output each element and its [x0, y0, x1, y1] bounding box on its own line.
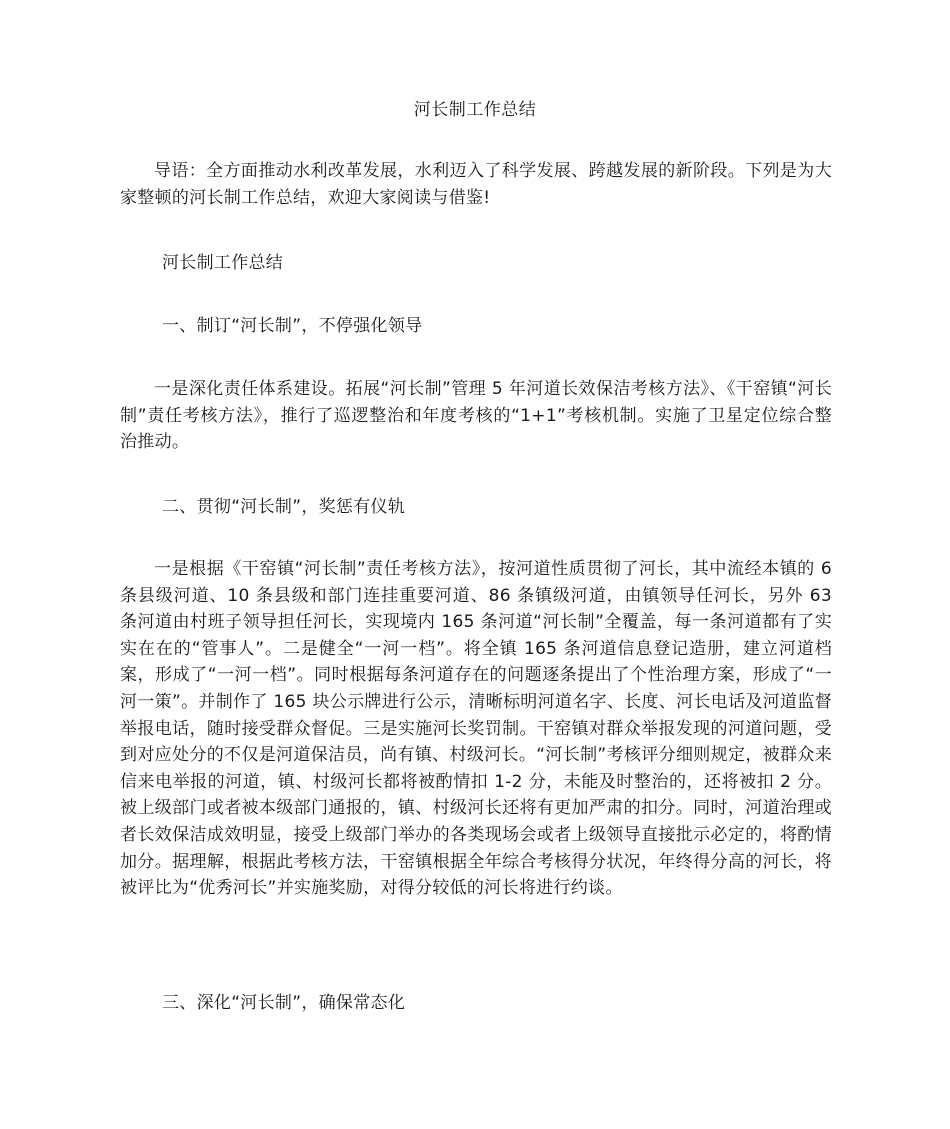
- section2-body: 一是根据《干窑镇“河长制”责任考核方法》，按河道性质贯彻了河长，其中流经本镇的 6 条县级河道、10 条县级和部门连挂重要河道、86 条镇级河道，由镇领导任河长，另外 63 条河道由村班子领导担任河长，实现境内 165 条河道“河长制”全覆盖，每一条河道都有了实实在在的“管事人”。二是健全“一河一档”。将全镇 165 条河道信息登记造册，建立河道档案，形成了“一河一档”。同时根据每条河道存在的问题逐条提出了个性治理方案，形成了“一河一策”。并制作了 165 块公示牌进行公示，清晰标明河道名字、长度、河长电话及河道监督举报电话，随时接受群众督促。三是实施河长奖罚制。干窑镇对群众举报发现的河道问题，受到对应处分的不仅是河道保洁员，尚有镇、村级河长。“河长制”考核评分细则规定，被群众来信来电举报的河道，镇、村级河长都将被酌情扣 1-2 分，未能及时整治的，还将被扣 2 分。被上级部门或者被本级部门通报的，镇、村级河长还将有更加严肃的扣分。同时，河道治理或者长效保洁成效明显，接受上级部门举办的各类现场会或者上级领导直接批示必定的，将酌情加分。据理解，根据此考核方法，干窑镇根据全年综合考核得分状况，年终得分高的河长，将被评比为“优秀河长”并实施奖励，对得分较低的河长将进行约谈。: [120, 559, 832, 899]
- section1-body: 一是深化责任体系建设。拓展“河长制”管理 5 年河道长效保洁考核方法》、《干窑镇“河长制”责任考核方法》，推行了巡逻整治和年度考核的“1+1”考核机制。实施了卫星定位综合整治推动。: [120, 379, 832, 453]
- document-title: 河长制工作总结: [413, 100, 537, 120]
- section1-heading: 一、制订“河长制”，不停强化领导: [162, 316, 423, 336]
- intro-paragraph: 导语：全方面推动水利改革发展，水利迈入了科学发展、跨越发展的新阶段。下列是为大家整顿的河长制工作总结，欢迎大家阅读与借鉴!: [120, 161, 832, 208]
- subtitle: 河长制工作总结: [162, 253, 284, 273]
- section3-heading: 三、深化“河长制”，确保常态化: [162, 993, 406, 1013]
- section2-heading: 二、贯彻“河长制”，奖惩有仪轨: [162, 497, 406, 517]
